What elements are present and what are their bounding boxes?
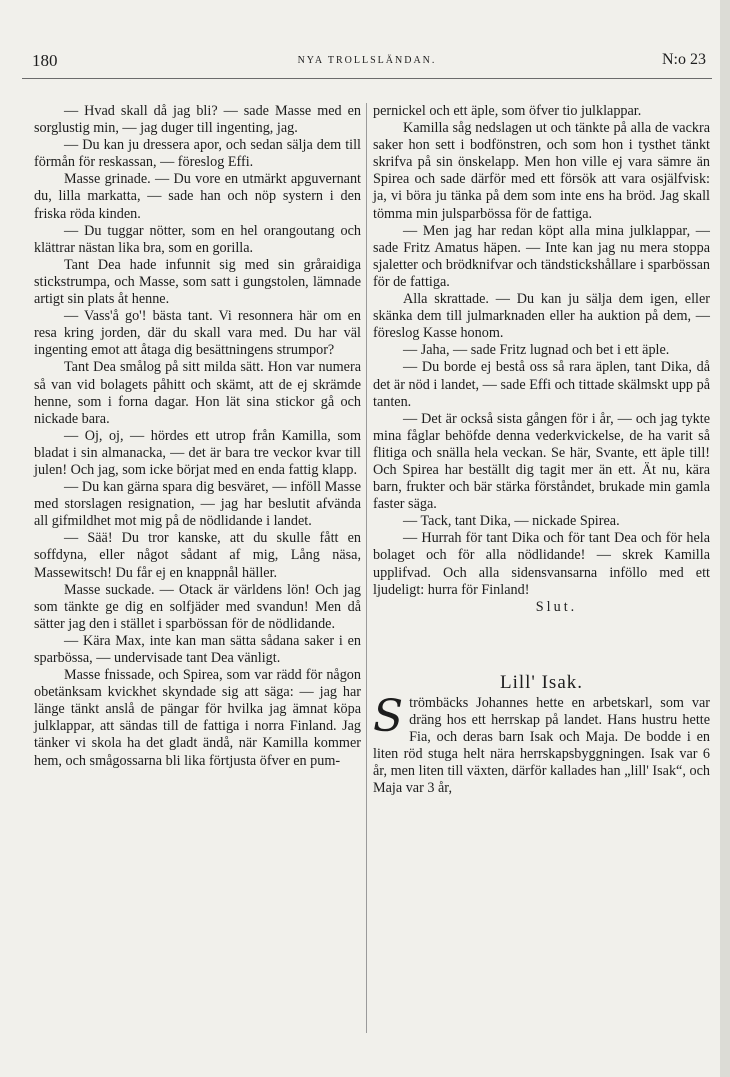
story-body-text: trömbäcks Johannes hette en arbetskarl, som var dräng hos ett herrskap på landet. Hans hustru hette Fia, och deras barn Isak och Maja. De bodde i en liten röd stuga helt nära herrskapsbyggningen. Isak var 6 år, men liten till växten, därför kallades han „lill' Isak“, och Maja var 3 år,	[373, 694, 710, 797]
paragraph: — Du tuggar nötter, som en hel orangoutang och klättrar nästan lika bra, som en gorilla.	[34, 222, 361, 256]
issue-number: N:o 23	[662, 51, 706, 68]
paragraph: — Tack, tant Dika, — nickade Spirea.	[403, 513, 620, 530]
left-column	[34, 103, 361, 770]
story-title: Lill' Isak.	[499, 671, 584, 693]
paragraph: — Men jag har redan köpt alla mina julklappar, — sade Fritz Amatus häpen. — Inte kan jag nu mera stoppa sjaletter och brödknifvar och tändstickshållare i sparbössan för de fattiga.	[373, 222, 710, 290]
running-head: NYA TROLLSLÄNDAN.	[297, 55, 437, 66]
paragraph: Tant Dea smålog på sitt milda sätt. Hon var numera så van vid bolagets påhitt och skämt, att de ej skrämde henne, som i forna dagar. Hon lät sina stickor gå och nickade bara.	[34, 359, 361, 427]
paragraph: — Kära Max, inte kan man sätta sådana saker i en sparbössa, — undervisade tant Dea vänligt.	[34, 632, 361, 666]
right-column	[373, 103, 710, 797]
paragraph: — Jaha, — sade Fritz lugnad och bet i ett äple.	[403, 342, 670, 359]
paragraph: Alla skrattade. — Du kan ju sälja dem igen, eller skänka dem till julmarknaden eller ha auktion på dem, — föreslog Kasse honom.	[373, 291, 710, 342]
paragraph: — Vass'å go'! bästa tant. Vi resonnera här om en resa kring jorden, där du skall vara med. Du har väl ingenting emot att åtaga dig besättningens strumpor?	[34, 308, 361, 359]
paragraph: Masse grinade. — Du vore en utmärkt apguvernant du, lilla markatta, — sade han och nöp systern i den friska röda kinden.	[34, 171, 361, 222]
paragraph: Kamilla såg nedslagen ut och tänkte på alla de vackra saker hon sett i bodfönstren, och som hon i tysthet tänkt skrifva på sin önskelapp. Men hon ville ej vara sämre än Spirea och sade därför med ett försök att vara osjälfvisk: ja, vi böra ju tänka på dem som inte ens ha bröd. Jag skall tömma min julsparbössa för de fattiga.	[373, 120, 710, 222]
page-header	[22, 46, 712, 79]
paragraph: Masse suckade. — Otack är världens lön! Och jag som tänkte ge dig en solfjäder med svandun! Men då sätter jag den i stället i sparbössan för de nödlidande.	[34, 581, 361, 632]
story-first-paragraph	[373, 690, 710, 798]
paragraph: Masse fnissade, och Spirea, som var rädd för någon obetänksam kvickhet skyndade sig att säga: — jag har länge tänkt anslå de pängar för hvilka jag ämnat köpa julklappar, att sändas till de fattiga i norra Finland. Jag tänker vi skola ha det gladt ändå, när Kamilla kommer hem, och smågossarna bli lika förtjusta öfver en pum-	[34, 667, 361, 769]
drop-cap-letter: S	[373, 690, 404, 742]
column-divider	[366, 103, 367, 1033]
right-column-paragraphs	[373, 103, 710, 599]
paragraph: — Du borde ej bestå oss så rara äplen, tant Dika, då det är nöd i landet, — sade Effi och tittade skälmskt upp på tanten.	[373, 359, 710, 410]
paragraph: — Du kan ju dressera apor, och sedan sälja dem till förmån för reskassan, — föreslog Effi.	[34, 137, 361, 171]
paragraph: — Du kan gärna spara dig besväret, — inföll Masse med storslagen resignation, — jag har beslutit afvända all gifmildhet mot mig på de nödlidande i landet.	[34, 479, 361, 530]
page-binding-edge	[720, 0, 730, 1077]
story-end-slut: Slut.	[535, 598, 578, 615]
paragraph: — Det är också sista gången för i år, — och jag tykte mina fåglar behöfde denna vederkvickelse, de ha varit så flitiga och snälla hela veckan. Se här, Svante, ett äple till! Och Spirea har beställt dig tagit mer än ett. Ät nu, kära barn, frukter och bär stärka förståndet, brukade min gamla faster säga.	[373, 410, 710, 513]
paragraph: pernickel och ett äple, som öfver tio julklappar.	[373, 103, 642, 119]
page-number: 180	[32, 51, 58, 70]
paragraph: Tant Dea hade infunnit sig med sin gråraidiga stickstrumpa, och Masse, som satt i gungstolen, lämnade artigt sin plats åt henne.	[34, 256, 361, 308]
paragraph: — Oj, oj, — hördes ett utrop från Kamilla, som bladat i sin almanacka, — det är bara tre veckor kvar till julen! Och jag, som icke börjat med en enda fattig klapp.	[34, 427, 361, 478]
paragraph: — Hurrah för tant Dika och för tant Dea och för hela bolaget och för alla nödlidande! — skrek Kamilla upplifvad. Och alla sidensvansarna inföllo med ett ljudeligt: hurra för Finland!	[373, 530, 710, 598]
paragraph: — Sää! Du tror kanske, att du skulle fått en soffdyna, eller något sådant af mig, Lång näsa, Massewitsch! Du får ej en knappnål häller.	[34, 530, 361, 581]
paragraph: — Hvad skall då jag bli? — sade Masse med en sorglustig min, — jag duger till ingenting, jag.	[34, 103, 361, 137]
